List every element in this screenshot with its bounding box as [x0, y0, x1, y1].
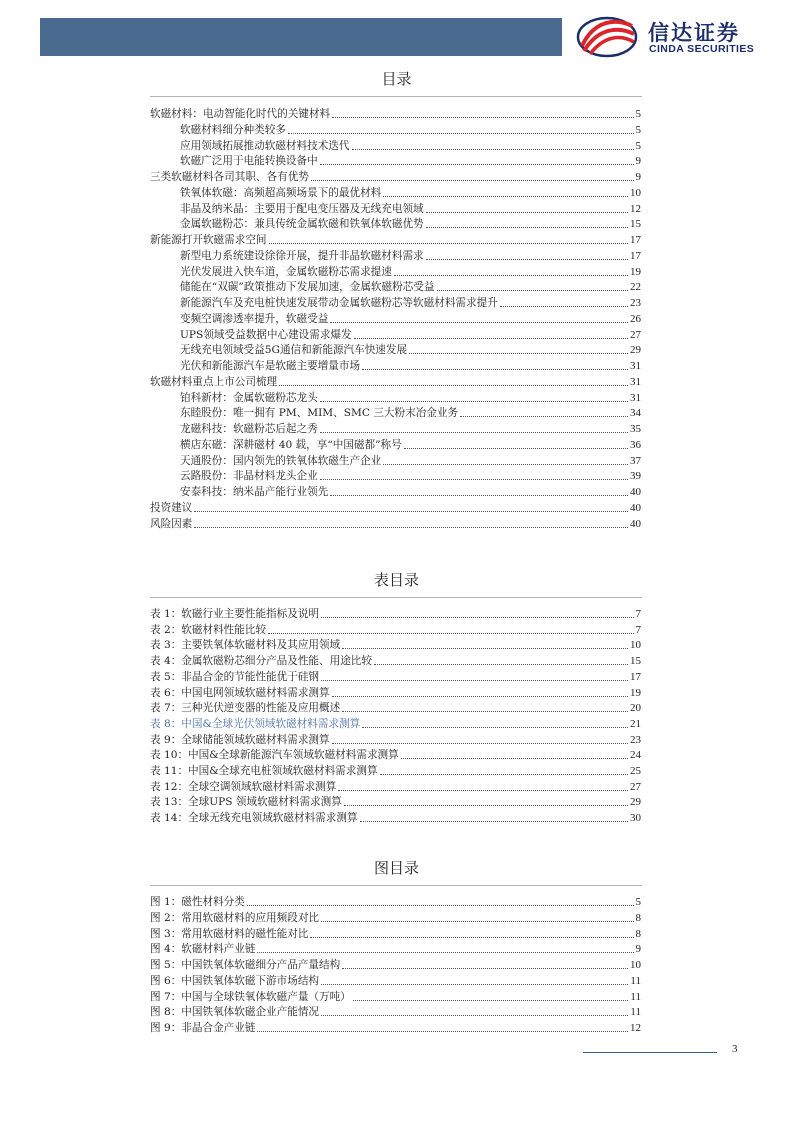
figure-entry-page: 12 [630, 1022, 641, 1034]
figures-title: 图目录 [373, 859, 419, 877]
toc-entry-page: 37 [630, 454, 641, 467]
dot-leader [321, 617, 633, 618]
toc-entry[interactable] [180, 249, 641, 264]
dot-leader [320, 401, 628, 402]
dot-leader [374, 664, 628, 665]
toc-entry-label: 新能源汽车及充电桩快速发展带动金属软磁粉芯等软磁材料需求提升 [180, 297, 498, 309]
figure-entry-label: 图 4：软磁材料产业链 [150, 943, 256, 956]
figure-entry-page: 11 [630, 990, 641, 1003]
toc-entry-page: 27 [630, 328, 641, 341]
toc-entry-label: 新型电力系统建设徐徐开展，提升非晶软磁材料需求 [180, 249, 424, 262]
toc-entry-page: 19 [630, 265, 641, 278]
table-entry-label: 表 9：全球储能领域软磁材料需求测算 [150, 733, 330, 746]
toc-entry[interactable] [180, 312, 641, 327]
figure-entry-label: 图 6：中国铁氧体软磁下游市场结构 [150, 974, 320, 987]
toc-entry[interactable] [180, 186, 641, 201]
dot-leader [380, 774, 628, 775]
table-entry-page: 7 [635, 608, 641, 620]
toc-entry-label: 软磁材料细分种类较多 [180, 123, 286, 136]
dot-leader [330, 322, 628, 323]
logo-name-cn: 信达证券 [648, 21, 740, 45]
dot-leader [383, 464, 628, 465]
page-number: 3 [732, 1043, 738, 1055]
toc-entry-page: 39 [630, 470, 641, 483]
toc-entry-page: 31 [630, 375, 641, 388]
table-entry-label: 表 4：金属软磁粉芯细分产品及性能、用途比较 [150, 655, 372, 668]
toc-entry-label: 新能源打开软磁需求空间 [150, 234, 267, 246]
figures-divider [150, 885, 642, 886]
toc-entry[interactable] [180, 202, 641, 217]
figure-entry[interactable] [150, 942, 641, 957]
table-entry[interactable] [150, 733, 641, 748]
toc-entry-label: 软磁材料：电动智能化时代的关键材料 [150, 108, 331, 120]
toc-entry[interactable] [150, 107, 641, 122]
table-entry-label: 表 11：中国&全球充电桩领域软磁材料需求测算 [150, 765, 378, 777]
toc-entry[interactable] [180, 280, 641, 295]
table-entry-label: 表 13：全球UPS 领域软磁材料需求测算 [150, 796, 342, 809]
table-entry[interactable] [150, 811, 641, 826]
toc-entry[interactable] [180, 406, 641, 421]
toc-entry-label: 东睦股份：唯一拥有 PM、MIM、SMC 三大粉末冶金业务 [180, 407, 459, 420]
toc-entry-page: 40 [630, 486, 641, 498]
table-entry-page: 30 [630, 812, 641, 825]
dot-leader [500, 306, 628, 307]
toc-entry-page: 5 [635, 139, 641, 152]
dot-leader [194, 527, 628, 528]
toc-entry[interactable] [150, 501, 641, 516]
table-entry-label: 表 7：三种光伏逆变器的性能及应用概述 [150, 702, 341, 715]
toc-entry-label: 软磁材料重点上市公司梳理 [150, 375, 278, 388]
table-entry-page: 20 [630, 702, 641, 715]
table-entry-page: 7 [635, 623, 641, 636]
figure-entry-label: 图 3：常用软磁材料的磁性能对比 [150, 927, 309, 940]
toc-entry-page: 40 [630, 517, 641, 530]
table-entry[interactable] [150, 795, 641, 810]
toc-entry-label: 光伏发展进入快车道，金属软磁粉芯需求提速 [180, 265, 392, 278]
dot-leader [288, 133, 634, 134]
toc-entry-page: 12 [630, 202, 641, 215]
toc-entry-label: 横店东磁：深耕磁材 40 载，享“中国磁都”称号 [180, 438, 402, 451]
dot-leader [383, 196, 628, 197]
dot-leader [310, 937, 633, 938]
dot-leader [460, 416, 628, 417]
table-entry-label: 表 8：中国&全球光伏领域软磁材料需求测算 [150, 717, 361, 730]
table-entry-page: 15 [630, 655, 641, 668]
toc-entry[interactable] [180, 154, 641, 169]
toc-entry-page: 31 [630, 360, 641, 372]
toc-entry[interactable] [180, 454, 641, 469]
dot-leader [342, 711, 628, 712]
toc-entry-label: UPS领域受益数据中心建设需求爆发 [180, 328, 352, 341]
table-entry-label: 表 1：软磁行业主要性能指标及说明 [150, 608, 320, 620]
figure-entry[interactable] [150, 990, 641, 1005]
toc-entry-page: 34 [630, 407, 641, 420]
toc-entry-label: 天通股份：国内领先的铁氧体软磁生产企业 [180, 454, 382, 467]
table-entry-label: 表 10：中国&全球新能源汽车领域软磁材料需求测算 [150, 749, 399, 762]
dot-leader [362, 727, 628, 728]
toc-entry[interactable] [180, 359, 641, 374]
figure-entry-page: 8 [635, 911, 641, 924]
toc-entry-label: 龙磁科技：软磁粉芯后起之秀 [180, 423, 318, 435]
toc-entry[interactable] [150, 375, 641, 390]
toc-entry[interactable] [150, 517, 641, 532]
table-entry[interactable] [150, 686, 641, 701]
figure-entry-page: 5 [635, 896, 641, 908]
table-entry[interactable] [150, 654, 641, 669]
toc-entry-label: 三类软磁材料各司其职、各有优势 [150, 171, 309, 183]
table-entry[interactable] [150, 701, 641, 716]
toc-entry-page: 17 [630, 234, 641, 246]
header-bar [40, 18, 562, 56]
logo-name-en: CINDA SECURITIES [649, 43, 755, 55]
table-entry-label: 表 5：非晶合金的节能性能优于硅钢 [150, 670, 320, 683]
toc-entry[interactable] [150, 233, 641, 248]
toc-divider [150, 96, 642, 97]
dot-leader [332, 696, 628, 697]
toc-entry-label: 无线充电领域受益5G通信和新能源汽车快速发展 [180, 344, 408, 357]
figure-entry[interactable] [150, 974, 641, 989]
dot-leader [401, 758, 628, 759]
figure-entry-label: 图 9：非晶合金产业链 [150, 1022, 256, 1034]
toc-entry-label: 安泰科技：纳米晶产能行业领先 [180, 486, 329, 498]
toc-entry-label: 铁氧体软磁：高频超高频场景下的最优材料 [180, 186, 382, 199]
figure-entry-page: 9 [635, 943, 641, 956]
toc-entry-page: 36 [630, 438, 641, 451]
dot-leader [332, 117, 633, 118]
toc-entry-page: 26 [630, 312, 641, 325]
toc-entry[interactable] [180, 438, 641, 453]
toc-entry[interactable] [180, 139, 641, 154]
figure-entry-label: 图 7：中国与全球铁氧体软磁产量（万吨） [150, 990, 351, 1003]
figure-entry-label: 图 8：中国铁氧体软磁企业产能情况 [150, 1006, 320, 1019]
figure-entry-page: 10 [630, 959, 641, 971]
dot-leader [257, 952, 633, 953]
toc-entry-label: 变频空调渗透率提升，软磁受益 [180, 312, 329, 325]
figure-entry-page: 11 [630, 974, 641, 987]
footer-rule [583, 1052, 717, 1053]
figure-entry[interactable] [150, 1005, 641, 1020]
toc-entry-page: 15 [630, 218, 641, 231]
dot-leader [354, 338, 628, 339]
company-logo [572, 16, 772, 60]
dot-leader [342, 648, 628, 649]
toc-entry-label: 软磁广泛用于电能转换设备中 [180, 155, 318, 168]
figure-entry-label: 图 2：常用软磁材料的应用频段对比 [150, 911, 320, 924]
table-entry-page: 19 [630, 686, 641, 699]
toc-entry-label: 应用领域拓展推动软磁材料技术迭代 [180, 139, 350, 152]
toc-entry[interactable] [180, 343, 641, 358]
toc-entry[interactable] [180, 485, 641, 500]
toc-entry-label: 储能在“双碳”政策推动下发展加速，金属软磁粉芯受益 [180, 281, 435, 294]
dot-leader [194, 511, 628, 512]
cinda-logo-icon [576, 16, 638, 58]
table-entry-label: 表 3：主要铁氧体软磁材料及其应用领域 [150, 639, 341, 652]
table-entry-page: 21 [630, 717, 641, 730]
dot-leader [426, 227, 628, 228]
toc-entry[interactable] [180, 296, 641, 311]
toc-entry[interactable] [180, 217, 641, 232]
tables-divider [150, 597, 642, 598]
toc-entry-label: 金属软磁粉芯：兼具传统金属软磁和铁氧体软磁优势 [180, 218, 424, 231]
table-entry-label: 表 12：全球空调领域软磁材料需求测算 [150, 780, 337, 793]
dot-leader [352, 149, 634, 150]
table-entry[interactable] [150, 748, 641, 763]
figure-entry-page: 8 [635, 927, 641, 940]
table-entry[interactable] [150, 623, 641, 638]
dot-leader [321, 921, 633, 922]
table-entry[interactable] [150, 638, 641, 653]
table-entry-page: 17 [630, 670, 641, 683]
toc-entry-page: 17 [630, 249, 641, 262]
figure-entry[interactable] [150, 958, 641, 973]
toc-entry-page: 9 [635, 171, 641, 183]
dot-leader [330, 495, 628, 496]
figure-entry[interactable] [150, 895, 641, 910]
toc-entry-page: 29 [630, 344, 641, 357]
toc-entry[interactable] [180, 422, 641, 437]
toc-entry-label: 光伏和新能源汽车是软磁主要增量市场 [180, 360, 361, 372]
toc-entry-label: 投资建议 [150, 501, 193, 514]
table-entry-page: 10 [630, 639, 641, 652]
toc-title: 目录 [381, 70, 412, 88]
dot-leader [321, 680, 628, 681]
toc-entry-page: 23 [630, 297, 641, 309]
figure-entry[interactable] [150, 1021, 641, 1036]
figure-entry[interactable] [150, 911, 641, 926]
dot-leader [344, 805, 628, 806]
table-entry[interactable] [150, 717, 641, 732]
figure-entry-label: 图 1：磁性材料分类 [150, 896, 245, 908]
tables-title: 表目录 [373, 571, 419, 589]
dot-leader [279, 385, 628, 386]
dot-leader [321, 984, 628, 985]
dot-leader [353, 1000, 629, 1001]
toc-entry[interactable] [180, 328, 641, 343]
dot-leader [362, 369, 628, 370]
toc-entry[interactable] [180, 469, 641, 484]
table-entry[interactable] [150, 607, 641, 622]
dot-leader [311, 180, 634, 181]
toc-entry[interactable] [180, 123, 641, 138]
toc-entry-page: 5 [635, 108, 641, 120]
toc-entry[interactable] [180, 265, 641, 280]
dot-leader [321, 1015, 628, 1016]
figure-entry[interactable] [150, 927, 641, 942]
dot-leader [257, 1031, 628, 1032]
toc-entry-label: 非晶及纳米晶：主要用于配电变压器及无线充电领域 [180, 202, 424, 215]
toc-entry[interactable] [150, 170, 641, 185]
table-entry-label: 表 14：全球无线充电领域软磁材料需求测算 [150, 812, 358, 825]
toc-entry-page: 35 [630, 423, 641, 435]
toc-entry-page: 9 [635, 155, 641, 168]
dot-leader [394, 275, 628, 276]
toc-entry-page: 5 [635, 123, 641, 136]
table-entry-label: 表 6：中国电网领域软磁材料需求测算 [150, 686, 330, 699]
dot-leader [269, 243, 628, 244]
table-entry[interactable] [150, 764, 641, 779]
dot-leader [338, 790, 628, 791]
figure-entry-page: 11 [630, 1006, 641, 1019]
dot-leader [320, 432, 628, 433]
dot-leader [342, 968, 628, 969]
dot-leader [247, 905, 634, 906]
dot-leader [268, 633, 633, 634]
dot-leader [437, 290, 629, 291]
table-entry-label: 表 2：软磁材料性能比较 [150, 623, 267, 636]
dot-leader [320, 164, 634, 165]
table-entry-page: 24 [630, 749, 641, 762]
toc-entry-page: 31 [630, 391, 641, 404]
dot-leader [332, 743, 628, 744]
table-entry-page: 29 [630, 796, 641, 809]
table-entry[interactable] [150, 670, 641, 685]
toc-entry[interactable] [180, 391, 641, 406]
toc-entry-page: 10 [630, 186, 641, 199]
toc-entry-label: 风险因素 [150, 517, 193, 530]
table-entry-page: 25 [630, 765, 641, 777]
toc-entry-label: 云路股份：非晶材料龙头企业 [180, 470, 318, 483]
dot-leader [360, 821, 628, 822]
table-entry-page: 27 [630, 780, 641, 793]
toc-entry-page: 22 [630, 281, 641, 294]
figure-entry-label: 图 5：中国铁氧体软磁细分产品产量结构 [150, 959, 341, 971]
dot-leader [426, 259, 628, 260]
dot-leader [426, 212, 628, 213]
toc-entry-label: 铂科新材：金属软磁粉芯龙头 [180, 391, 318, 404]
dot-leader [320, 479, 628, 480]
toc-entry-page: 40 [630, 501, 641, 514]
table-entry-page: 23 [630, 733, 641, 746]
dot-leader [409, 353, 628, 354]
table-entry[interactable] [150, 780, 641, 795]
dot-leader [404, 448, 628, 449]
